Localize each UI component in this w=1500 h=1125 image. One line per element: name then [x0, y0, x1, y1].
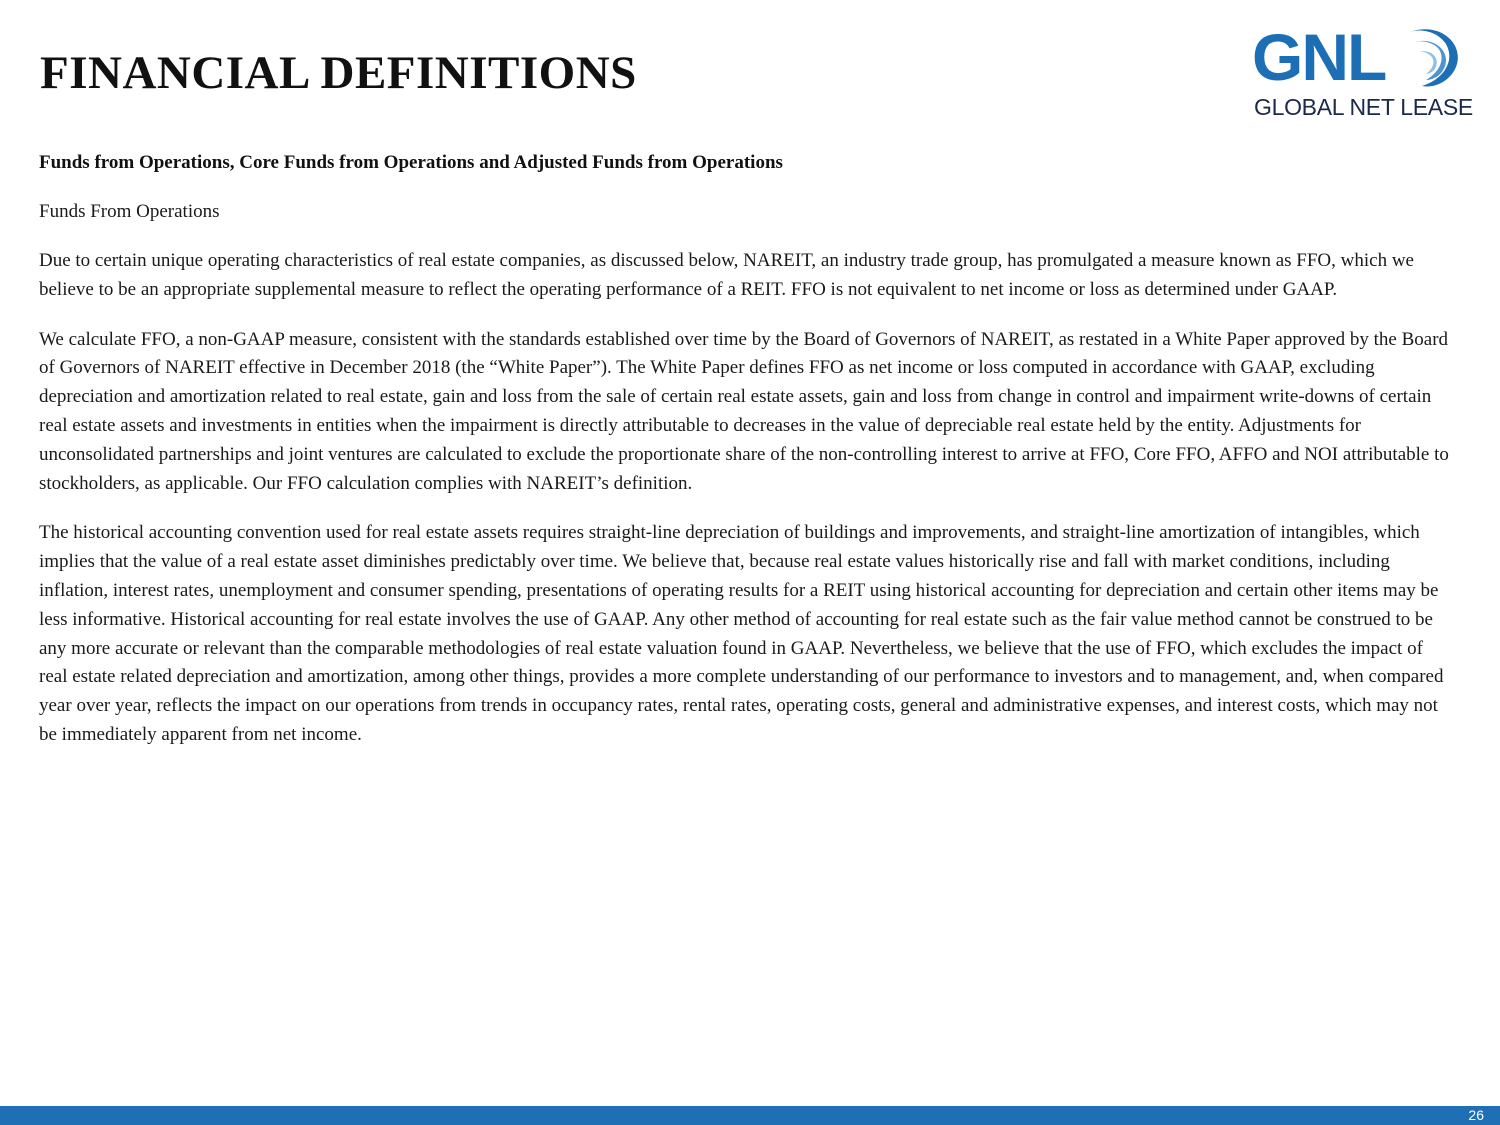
- paragraph-ffo-intro: Due to certain unique operating characteristics of real estate companies, as discussed below, NAREIT, an industry trade group, has promulgated a measure known as FFO, which we believe to be an appropriate supplemental measure to reflect the operating performance of a REIT. FFO is not equivalent to net income or loss as determined under GAAP.: [39, 250, 1414, 300]
- sub-heading: Funds From Operations: [39, 201, 220, 222]
- paragraph-historical-accounting: The historical accounting convention used for real estate assets requires straight-line depreciation of buildings and improvements, and straight-line amortization of intangibles, which implies that the value of a real estate asset diminishes predictably over time. We believe that, because real estate values historically rise and fall with market conditions, including inflation, interest rates, unemployment and consumer spending, presentations of operating results for a REIT using historical accounting for depreciation and certain other items may be less informative. Historical accounting for real estate involves the use of GAAP. Any other method of accounting for real estate such as the fair value method cannot be construed to be any more accurate or relevant than the comparable methodologies of real estate valuation found in GAAP. Nevertheless, we believe that the use of FFO, which excludes the impact of real estate related depreciation and amortization, among other things, provides a more complete understanding of our performance to investors and to management, and, when compared year over year, reflects the impact on our operations from trends in occupancy rates, rental rates, operating costs, general and administrative expenses, and interest costs, which may not be immediately apparent from net income.: [39, 522, 1444, 745]
- page-title: FINANCIAL DEFINITIONS: [40, 47, 637, 99]
- section-heading: Funds from Operations, Core Funds from Operations and Adjusted Funds from Operations: [39, 152, 783, 173]
- logo-swirl-icon: [1400, 24, 1466, 90]
- logo-mark: GNL: [1252, 20, 1386, 94]
- content-area: [39, 148, 1449, 771]
- logo-tagline: GLOBAL NET LEASE: [1254, 94, 1473, 120]
- company-logo: [1252, 20, 1473, 124]
- paragraph-ffo-calculation: We calculate FFO, a non-GAAP measure, consistent with the standards established over time by the Board of Governors of NAREIT, as restated in a White Paper approved by the Board of Governors of NAREIT effective in December 2018 (the “White Paper”). The White Paper defines FFO as net income or loss computed in accordance with GAAP, excluding depreciation and amortization related to real estate, gain and loss from the sale of certain real estate assets, gain and loss from change in control and impairment write-downs of certain real estate assets and investments in entities when the impairment is directly attributable to decreases in the value of depreciable real estate held by the entity. Adjustments for unconsolidated partnerships and joint ventures are calculated to exclude the proportionate share of the non-controlling interest to arrive at FFO, Core FFO, AFFO and NOI attributable to stockholders, as applicable. Our FFO calculation complies with NAREIT’s definition.: [39, 328, 1449, 494]
- footer-bar: [0, 1106, 1500, 1125]
- page-number: 26: [1468, 1107, 1484, 1123]
